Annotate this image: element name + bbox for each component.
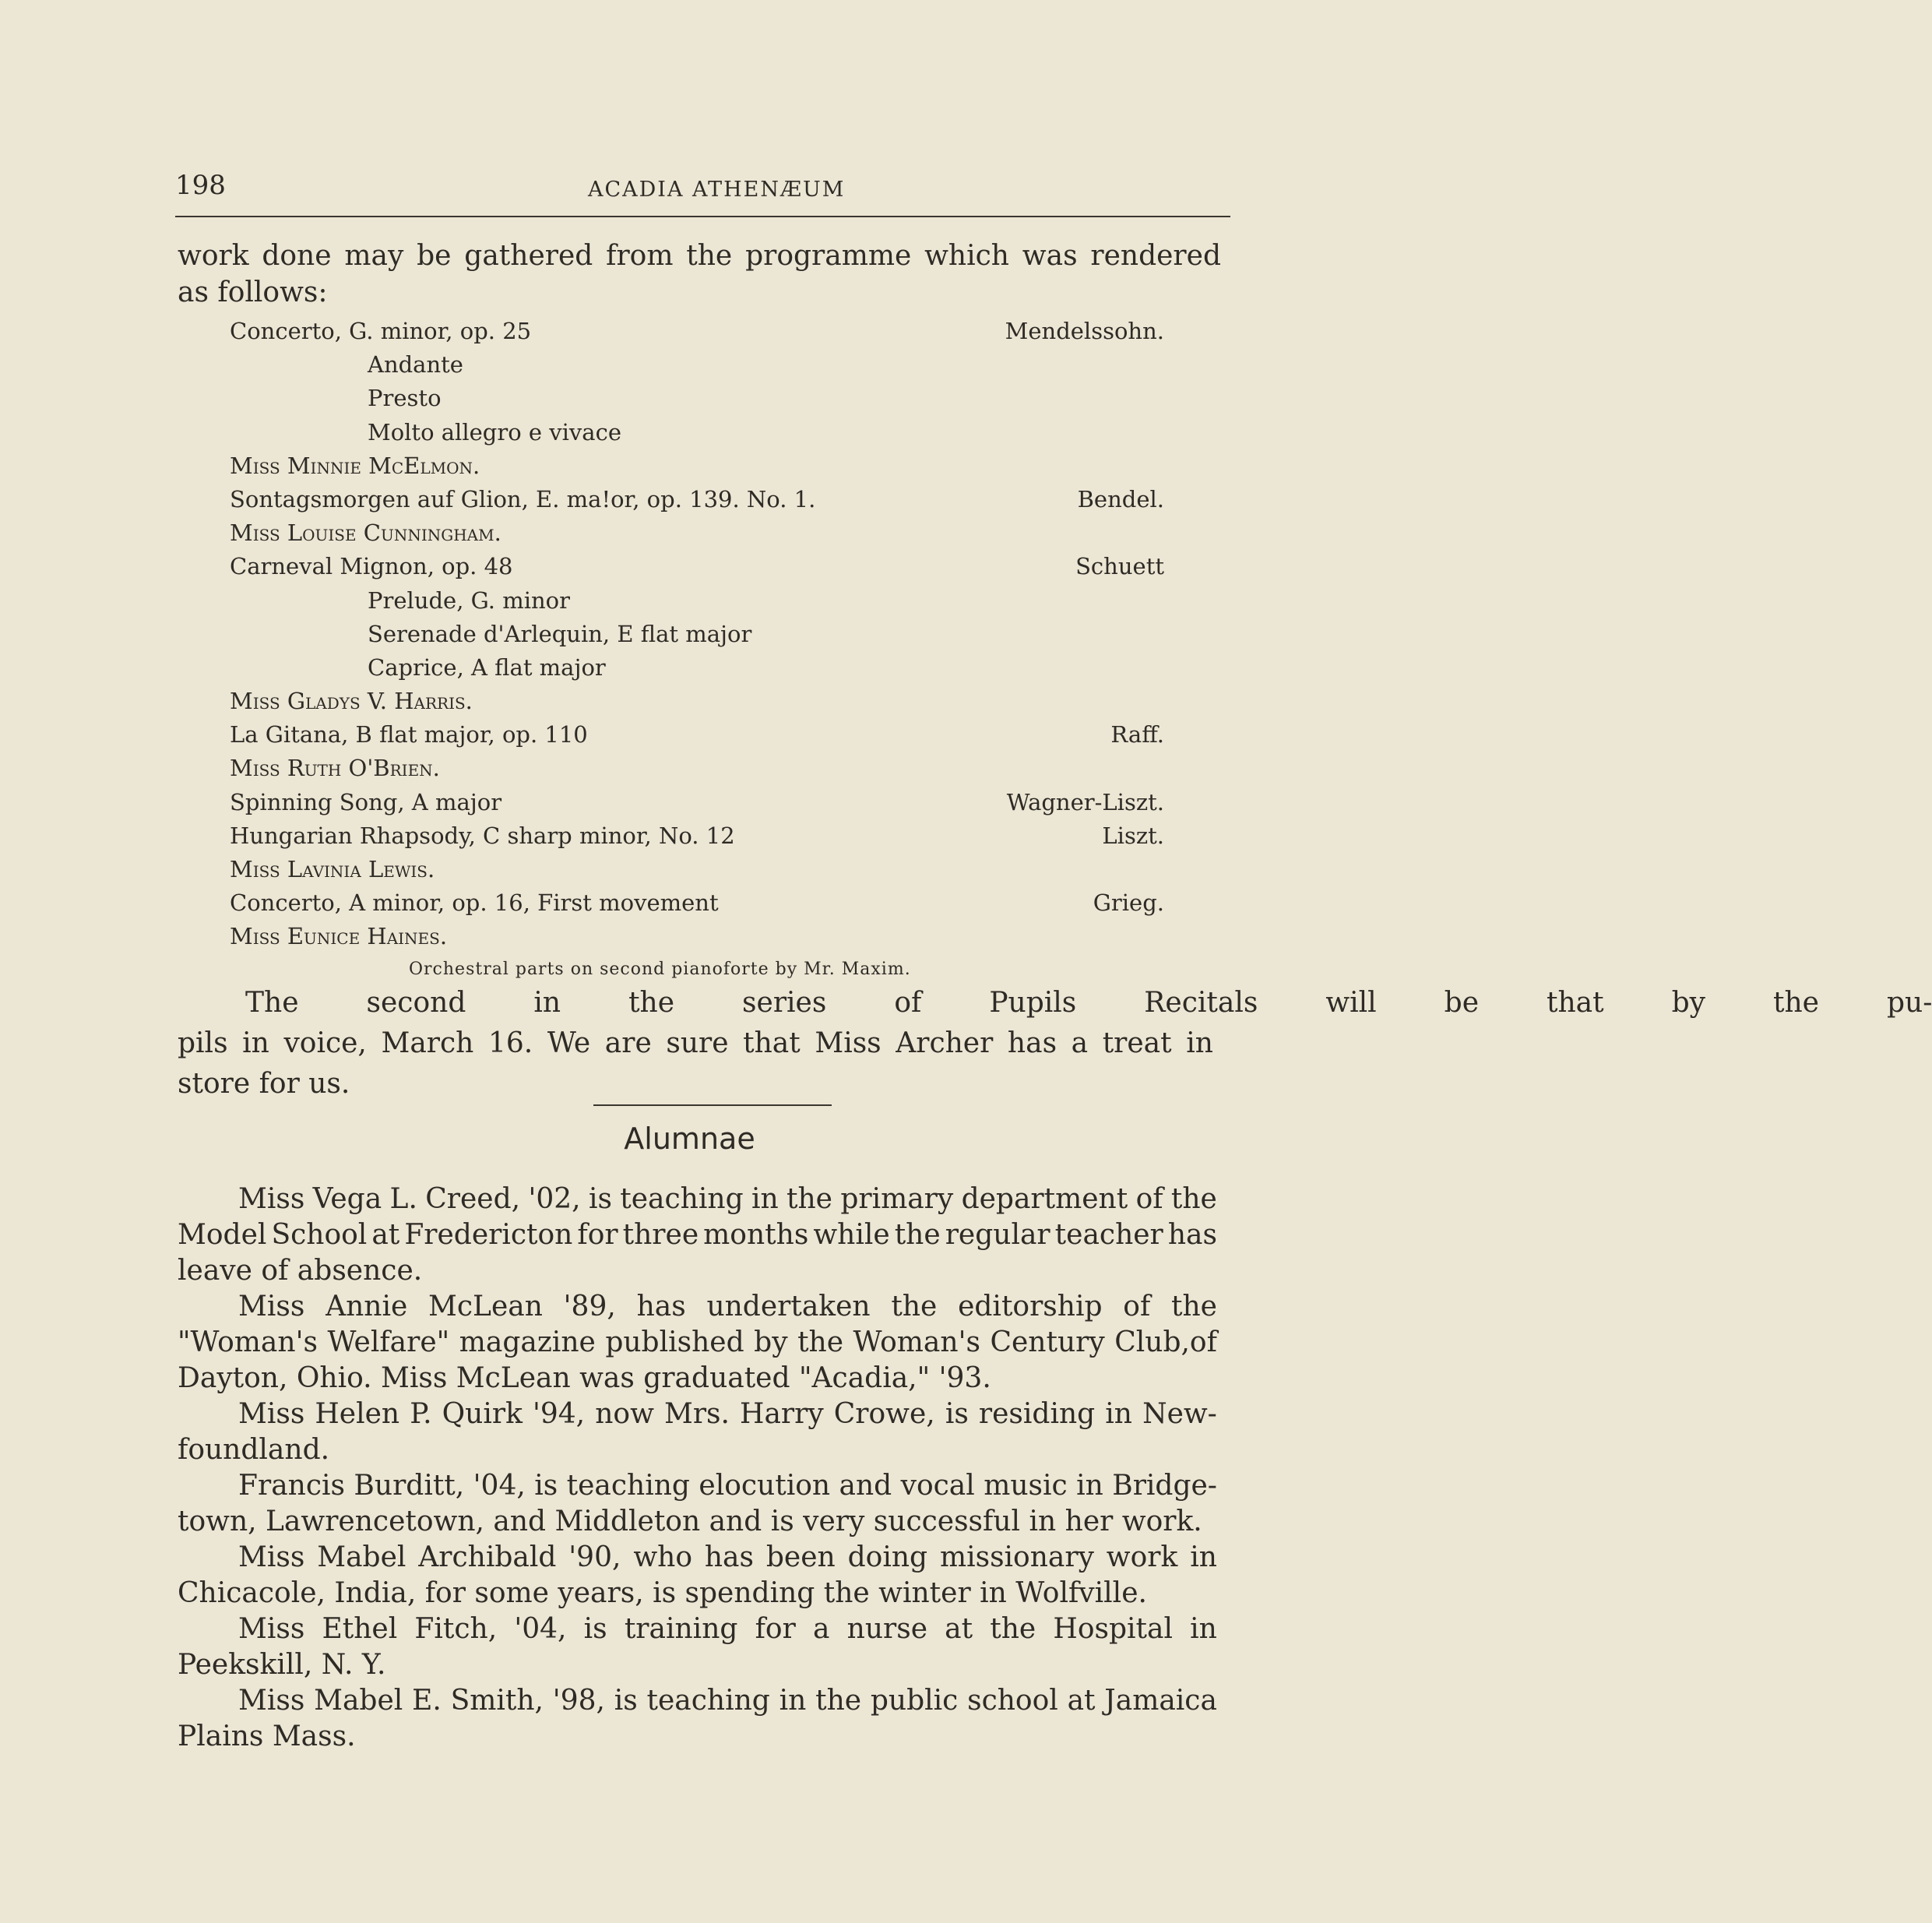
word: the <box>1170 1183 1217 1215</box>
word: the <box>815 1685 862 1717</box>
word: is <box>614 1685 638 1717</box>
sub-text: Andante <box>368 351 463 379</box>
composer: Bendel. <box>1077 485 1164 512</box>
word: "Woman's <box>178 1326 318 1358</box>
word: New- <box>1142 1398 1217 1430</box>
word: pils <box>178 1027 228 1059</box>
performer-name <box>230 685 1164 718</box>
word: Club,of <box>1114 1326 1217 1358</box>
word: L. <box>389 1183 417 1215</box>
alumnae-note <box>178 1611 1217 1683</box>
word: missionary <box>939 1541 1094 1573</box>
alumnae-note <box>178 1396 1217 1468</box>
page-header <box>175 170 1234 204</box>
word: '98, <box>552 1685 605 1717</box>
word: Archer <box>896 1027 994 1059</box>
word: three <box>622 1219 699 1251</box>
word: for <box>755 1613 796 1645</box>
word: published <box>605 1326 744 1358</box>
word: We <box>547 1027 591 1059</box>
piece-title: La Gitana, B flat major, op. 110 <box>230 721 588 748</box>
word: residing <box>978 1398 1096 1430</box>
word: in <box>779 1685 807 1717</box>
note-line: town, Lawrencetown, and Middleton and is very successful in her work. <box>178 1506 1202 1537</box>
word: is <box>588 1183 612 1215</box>
word: sure <box>666 1027 729 1059</box>
word: Pupils <box>989 987 1077 1019</box>
word: Woman's <box>853 1326 980 1358</box>
word: department <box>961 1183 1128 1215</box>
word: has <box>1007 1027 1057 1059</box>
word: gathered <box>464 240 593 272</box>
note-line: foundland. <box>178 1434 330 1466</box>
word: Mabel <box>317 1541 406 1573</box>
word: in <box>1105 1398 1132 1430</box>
word: in <box>1076 1470 1103 1502</box>
word: that <box>743 1027 801 1059</box>
section-divider <box>593 1104 832 1106</box>
recital-programme <box>230 315 1164 985</box>
word: vocal <box>900 1470 975 1502</box>
word: a <box>1071 1027 1089 1059</box>
word: is <box>945 1398 969 1430</box>
sub-text: Molto allegro e vivace <box>368 418 621 446</box>
word: '02, <box>528 1183 581 1215</box>
composer: Raff. <box>1110 721 1164 748</box>
recital-line-2 <box>178 1023 1213 1064</box>
intro-line-2: as follows: <box>178 276 328 308</box>
word: Hospital <box>1053 1613 1173 1645</box>
word: training <box>624 1613 738 1645</box>
word: in <box>751 1183 779 1215</box>
word: Mrs. <box>663 1398 730 1430</box>
word: Quirk <box>442 1398 523 1430</box>
intro-line-1 <box>178 238 1221 274</box>
word: Jamaica <box>1104 1685 1217 1717</box>
word: of <box>894 987 922 1019</box>
composer: Wagner-Liszt. <box>1006 788 1164 815</box>
word: public <box>870 1685 959 1717</box>
word: the <box>1171 1291 1217 1323</box>
movement <box>230 382 1164 415</box>
composer: Liszt. <box>1102 822 1164 849</box>
note-line <box>178 1217 1217 1253</box>
word: the <box>797 1326 844 1358</box>
word: the <box>894 1219 941 1251</box>
alumnae-note <box>178 1540 1217 1611</box>
piece-title: Spinning Song, A major <box>230 788 502 815</box>
word: '04, <box>514 1613 567 1645</box>
note-line: Peekskill, N. Y. <box>178 1649 386 1681</box>
programme-piece <box>230 886 1164 920</box>
alumnae-note <box>178 1468 1217 1540</box>
word: will <box>1325 987 1377 1019</box>
word: at <box>945 1613 973 1645</box>
word: 16. <box>487 1027 533 1059</box>
word: are <box>604 1027 652 1059</box>
sub-text: Prelude, G. minor <box>368 586 570 614</box>
word: magazine <box>459 1326 596 1358</box>
word: music <box>984 1470 1068 1502</box>
word: who <box>633 1541 692 1573</box>
note-line <box>178 1396 1217 1432</box>
word: the <box>891 1291 938 1323</box>
word: Miss <box>238 1541 305 1573</box>
movement <box>230 618 1164 651</box>
word: teaching <box>646 1685 770 1717</box>
word: Recitals <box>1144 987 1258 1019</box>
word: Archibald <box>418 1541 557 1573</box>
word: has <box>1167 1219 1217 1251</box>
word: Miss <box>238 1183 305 1215</box>
note-line: Chicacole, India, for some years, is spending the winter in Wolfville. <box>178 1577 1147 1609</box>
alumnae-notes <box>178 1182 1217 1755</box>
word: Fredericton <box>404 1219 573 1251</box>
note-line <box>178 1325 1217 1361</box>
movement <box>230 416 1164 449</box>
word: teaching <box>620 1183 744 1215</box>
performer-text: Miss Louise Cunningham. <box>230 519 501 547</box>
word: that <box>1547 987 1604 1019</box>
word: now <box>595 1398 654 1430</box>
word: editorship <box>958 1291 1103 1323</box>
word: P. <box>410 1398 432 1430</box>
word: Vega <box>312 1183 382 1215</box>
sub-text: Caprice, A flat major <box>368 653 606 681</box>
word: McLean <box>428 1291 543 1323</box>
performer-text: Miss Eunice Haines. <box>230 923 448 950</box>
word: by <box>754 1326 788 1358</box>
word: in <box>1190 1613 1217 1645</box>
section-heading: Alumnae <box>624 1122 755 1156</box>
word: undertaken <box>706 1291 871 1323</box>
word: E. <box>412 1685 442 1717</box>
sub-text: Serenade d'Arlequin, E flat major <box>368 620 752 647</box>
word: '90, <box>568 1541 621 1573</box>
word: is <box>583 1613 607 1645</box>
header-rule <box>175 216 1230 217</box>
note-line: leave of absence. <box>178 1255 423 1287</box>
performer-name <box>230 853 1164 886</box>
composer: Mendelssohn. <box>1005 318 1164 344</box>
word: a <box>813 1613 830 1645</box>
word: Ethel <box>322 1613 398 1645</box>
programme-piece <box>230 718 1164 752</box>
word: at <box>371 1219 400 1251</box>
note-line <box>178 1611 1217 1647</box>
word: has <box>636 1291 686 1323</box>
word: Miss <box>238 1613 305 1645</box>
word: Burditt, <box>354 1470 465 1502</box>
word: nurse <box>846 1613 927 1645</box>
word: Harry <box>740 1398 824 1430</box>
word: the <box>686 240 733 272</box>
word: has <box>704 1541 754 1573</box>
word: '89, <box>563 1291 616 1323</box>
word: and <box>839 1470 892 1502</box>
word: is <box>534 1470 558 1502</box>
note-line: Dayton, Ohio. Miss McLean was graduated "Acadia," '93. <box>178 1362 991 1394</box>
word: Helen <box>315 1398 400 1430</box>
recital-line-3: store for us. <box>178 1068 350 1100</box>
piece-title: Concerto, A minor, op. 16, First movement <box>230 889 719 917</box>
programme-piece <box>230 483 1164 516</box>
word: Francis <box>238 1470 345 1502</box>
word: programme <box>745 240 912 272</box>
recital-line-1 <box>178 983 1932 1023</box>
word: Miss <box>238 1291 305 1323</box>
word: at <box>1067 1685 1096 1717</box>
word: school <box>967 1685 1058 1717</box>
word: the <box>1773 987 1819 1019</box>
word: of <box>1135 1183 1163 1215</box>
performer-text: Miss Ruth O'Brien. <box>230 755 440 782</box>
word: rendered <box>1090 240 1221 272</box>
word: the <box>990 1613 1036 1645</box>
note-line: Plains Mass. <box>178 1720 356 1752</box>
word: in <box>1186 1027 1213 1059</box>
word: been <box>765 1541 836 1573</box>
performer-text: Miss Minnie McElmon. <box>230 452 480 479</box>
word: which <box>924 240 1009 272</box>
word: Bridge- <box>1112 1470 1217 1502</box>
word: Annie <box>326 1291 408 1323</box>
word: Model <box>178 1219 267 1251</box>
word: primary <box>840 1183 954 1215</box>
alumnae-note <box>178 1182 1217 1289</box>
programme-piece <box>230 550 1164 583</box>
word: pu- <box>1886 987 1932 1019</box>
intro-text <box>178 238 1221 311</box>
word: be <box>1444 987 1480 1019</box>
performer-text: Miss Lavinia Lewis. <box>230 856 435 882</box>
page-number: 198 <box>175 170 226 201</box>
piece-title: Carneval Mignon, op. 48 <box>230 553 513 580</box>
sub-text: Presto <box>368 385 442 412</box>
word: School <box>271 1219 368 1251</box>
word: March <box>381 1027 474 1059</box>
word: the <box>628 987 675 1019</box>
movement <box>230 584 1164 618</box>
word: teacher <box>1054 1219 1163 1251</box>
recital-paragraph <box>178 983 1932 1104</box>
note-line <box>178 1289 1217 1325</box>
note-text: Orchestral parts on second pianoforte by Mr. Maxim. <box>409 959 911 979</box>
word: while <box>813 1219 890 1251</box>
word: Mabel <box>314 1685 403 1717</box>
programme-piece <box>230 786 1164 819</box>
word: of <box>1123 1291 1151 1323</box>
movement <box>230 651 1164 685</box>
performer-name <box>230 449 1164 483</box>
word: Smith, <box>450 1685 544 1717</box>
composer: Grieg. <box>1093 889 1164 917</box>
word: Miss <box>238 1398 305 1430</box>
note-line <box>178 1468 1217 1504</box>
word: was <box>1022 240 1078 272</box>
word: doing <box>847 1541 928 1573</box>
word: elocution <box>699 1470 831 1502</box>
word: treat <box>1102 1027 1172 1059</box>
word: regular <box>945 1219 1050 1251</box>
piece-title: Sontagsmorgen auf Glion, E. ma!or, op. 139. No. 1. <box>230 485 816 512</box>
movement <box>230 348 1164 382</box>
word: in <box>1190 1541 1217 1573</box>
word: '04, <box>473 1470 526 1502</box>
piece-title: Hungarian Rhapsody, C sharp minor, No. 12 <box>230 822 735 849</box>
performer-text: Miss Gladys V. Harris. <box>230 688 473 715</box>
word: Miss <box>238 1685 305 1717</box>
word: second <box>366 987 466 1019</box>
word: the <box>787 1183 832 1215</box>
word: Century <box>990 1326 1105 1358</box>
note-line <box>178 1182 1217 1217</box>
word: in <box>242 1027 269 1059</box>
word: The <box>245 987 299 1019</box>
word: work <box>178 240 249 272</box>
word: series <box>742 987 827 1019</box>
alumnae-note <box>178 1683 1217 1755</box>
performer-name <box>230 516 1164 550</box>
note-line <box>178 1683 1217 1719</box>
word: '94, <box>532 1398 586 1430</box>
word: done <box>262 240 332 272</box>
word: by <box>1671 987 1706 1019</box>
word: Welfare" <box>327 1326 450 1358</box>
composer: Schuett <box>1075 553 1164 580</box>
word: work <box>1106 1541 1178 1573</box>
note-line <box>178 1540 1217 1576</box>
word: from <box>606 240 674 272</box>
programme-note <box>230 954 1164 985</box>
running-title: ACADIA ATHENÆUM <box>588 178 846 202</box>
word: may <box>344 240 404 272</box>
performer-name <box>230 752 1164 785</box>
alumnae-note <box>178 1289 1217 1396</box>
piece-title: Concerto, G. minor, op. 25 <box>230 318 532 344</box>
performer-name <box>230 920 1164 953</box>
word: be <box>417 240 452 272</box>
word: voice, <box>283 1027 367 1059</box>
word: teaching <box>566 1470 690 1502</box>
programme-piece <box>230 819 1164 853</box>
word: Miss <box>815 1027 882 1059</box>
word: for <box>577 1219 618 1251</box>
word: Fitch, <box>414 1613 498 1645</box>
programme-piece <box>230 315 1164 348</box>
word: in <box>533 987 561 1019</box>
word: Crowe, <box>833 1398 935 1430</box>
word: Creed, <box>425 1183 521 1215</box>
word: months <box>703 1219 809 1251</box>
